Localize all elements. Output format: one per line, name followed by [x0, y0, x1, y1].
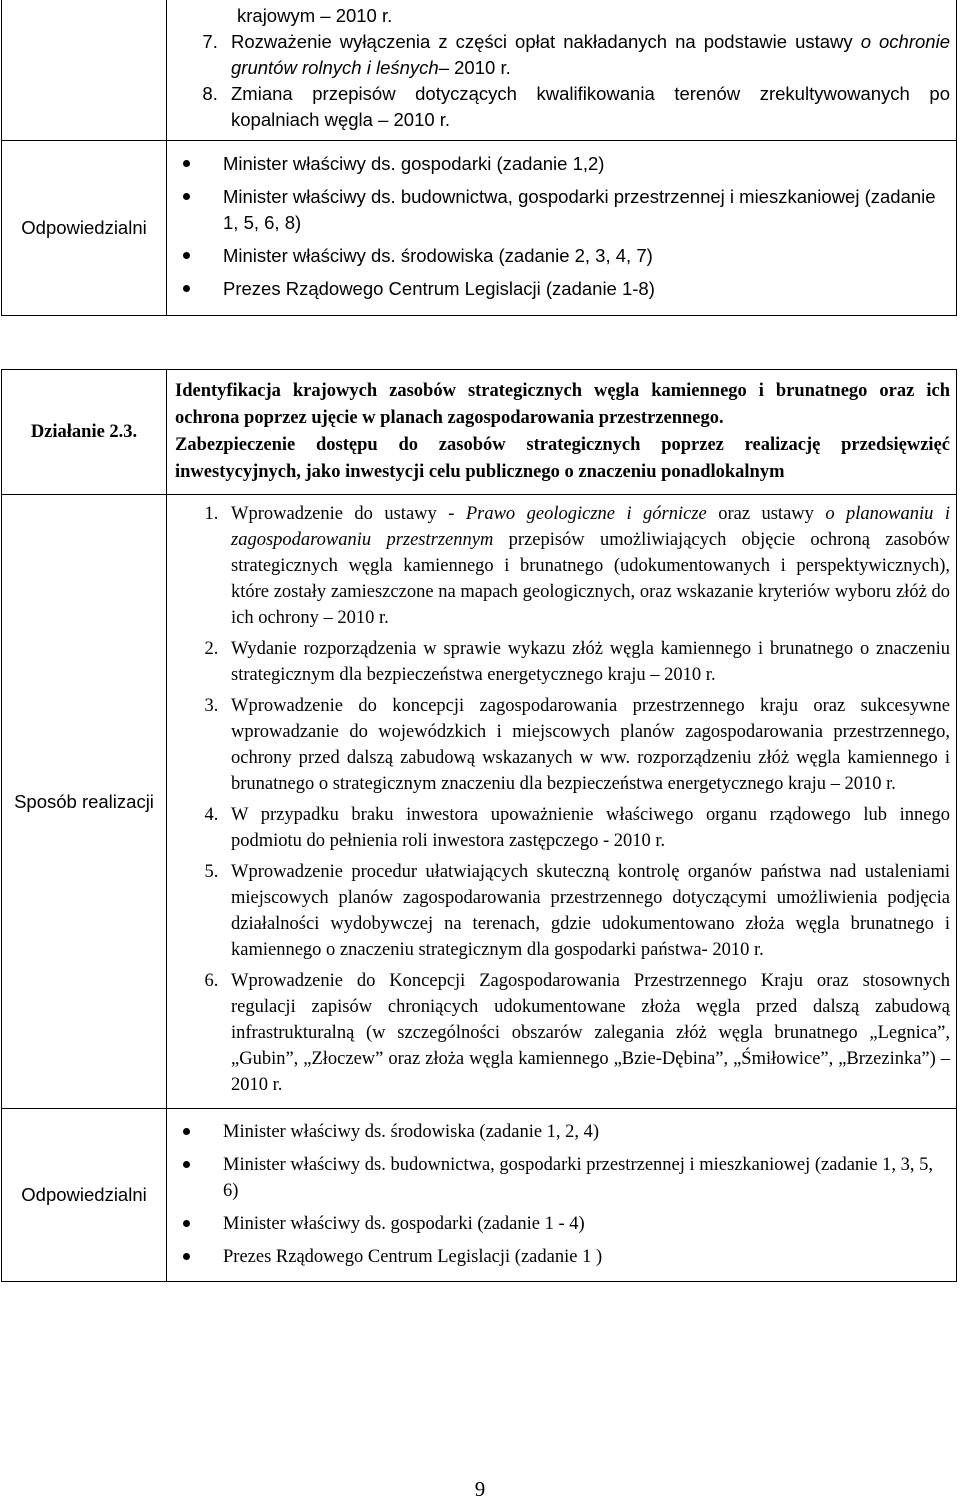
page-number: 9 — [474, 1477, 486, 1501]
responsible-cell-2 — [167, 1109, 957, 1282]
method-item-6: 6. Wprowadzenie do Koncepcji Zagospodarowania Przestrzennego Kraju oraz stosownych regulacji zapisów chroniących udokumentowane złoża węgla przed dalszą zabudową infrastrukturalną (w szczególności obszarów zalegania złóż węgla brunatnego „Legnica”, „Gubin”, „Złoczew” oraz złoża węgla kamiennego „Bzie-Dębina”, „Śmiłowice”, „Brzezinka”) – 2010 r. — [223, 968, 950, 1098]
method-item-4: 4. W przypadku braku inwestora upoważnienie właściwego organu rządowego lub innego podmiotu do pełnienia roli inwestora zastępczego - 2010 r. — [223, 802, 950, 854]
responsible-item: Minister właściwy ds. gospodarki (zadanie 1,2) — [223, 151, 950, 177]
table-continued — [1, 0, 957, 316]
responsible-item: Minister właściwy ds. środowiska (zadanie 1, 2, 4) — [223, 1119, 950, 1145]
action-title — [167, 370, 956, 494]
method-cell — [167, 495, 957, 1109]
action-title-part-2: Zabezpieczenie dostępu do zasobów strategicznych poprzez realizację przedsięwzięć inwestycyjnych, jako inwestycji celu publicznego o znaczeniu ponadlokalnym — [175, 435, 950, 482]
responsible-item: Prezes Rządowego Centrum Legislacji (zadanie 1-8) — [223, 276, 950, 302]
action-table — [1, 369, 957, 1282]
action-label-cell: Działanie 2.3. — [2, 370, 167, 495]
empty-label-cell — [2, 0, 167, 141]
continuation-line: krajowym – 2010 r. — [237, 5, 393, 26]
responsible-cell-1 — [167, 141, 957, 316]
method-item-3: 3. Wprowadzenie do koncepcji zagospodarowania przestrzennego kraju oraz sukcesywne wprowadzanie do wojewódzkich i miejscowych planów zagospodarowania przestrzennego, ochrony przed dalszą zabudową wskazanych w ww. rozporządzeniu złóż węgla kamiennego i brunatnego o strategicznym znaczeniu dla bezpieczeństwa energetycznego kraju – 2010 r. — [223, 693, 950, 797]
method-item-2: 2. Wydanie rozporządzenia w sprawie wykazu złóż węgla kamiennego i brunatnego o znaczeniu strategicznym dla bezpieczeństwa energetycznego kraju – 2010 r. — [223, 636, 950, 688]
responsible-list-2 — [167, 1119, 956, 1270]
method-item-1: 1. Wprowadzenie do ustawy - Prawo geologiczne i górnicze oraz ustawy o planowaniu i zagospodarowaniu przestrzennym przepisów umożliwiających objęcie ochroną zasobów strategicznych węgla kamiennego i brunatnego (udokumentowanych i perspektywicznych), które zostały zamieszczone na mapach geologicznych, oraz wskazanie kryteriów wyboru złóż do ich ochrony – 2010 r. — [223, 501, 950, 631]
responsible-item: Minister właściwy ds. budownictwa, gospodarki przestrzennej i mieszkaniowej (zadanie 1, 3, 5, 6) — [223, 1152, 950, 1204]
task-item-8: 8. Zmiana przepisów dotyczących kwalifikowania terenów zrekultywowanych po kopalniach węgla – 2010 r. — [223, 81, 950, 133]
method-task-list — [167, 501, 956, 1098]
responsible-list-1 — [167, 151, 956, 302]
responsible-item: Minister właściwy ds. gospodarki (zadanie 1 - 4) — [223, 1211, 950, 1237]
responsible-item: Prezes Rządowego Centrum Legislacji (zadanie 1 ) — [223, 1244, 950, 1270]
method-item-5: 5. Wprowadzenie procedur ułatwiających skuteczną kontrolę organów państwa nad ustaleniami miejscowych planów zagospodarowania przestrzennego dotyczącymi umożliwienia podjęcia działalności wydobywczej na terenach, gdzie udokumentowano złoża węgla brunatnego i kamiennego o znaczeniu strategicznym dla gospodarki państwa- 2010 r. — [223, 859, 950, 963]
responsible-item: Minister właściwy ds. środowiska (zadanie 2, 3, 4, 7) — [223, 243, 950, 269]
tasks-continued-cell — [167, 0, 957, 141]
responsible-label-1: Odpowiedzialni — [2, 141, 167, 316]
responsible-item: Minister właściwy ds. budownictwa, gospodarki przestrzennej i mieszkaniowej (zadanie 1, 5, 6, 8) — [223, 184, 950, 236]
method-label-cell: Sposób realizacji — [2, 495, 167, 1109]
task-list-continued — [167, 29, 956, 133]
action-title-cell — [167, 370, 957, 495]
task-item-7: 7. Rozważenie wyłączenia z części opłat nakładanych na podstawie ustawy o ochronie gruntów rolnych i leśnych– 2010 r. — [223, 29, 950, 81]
action-title-part-1: Identyfikacja krajowych zasobów strategicznych węgla kamiennego i brunatnego oraz ich ochrona poprzez ujęcie w planach zagospodarowania przestrzennego. — [175, 381, 950, 428]
responsible-label-2: Odpowiedzialni — [2, 1109, 167, 1282]
